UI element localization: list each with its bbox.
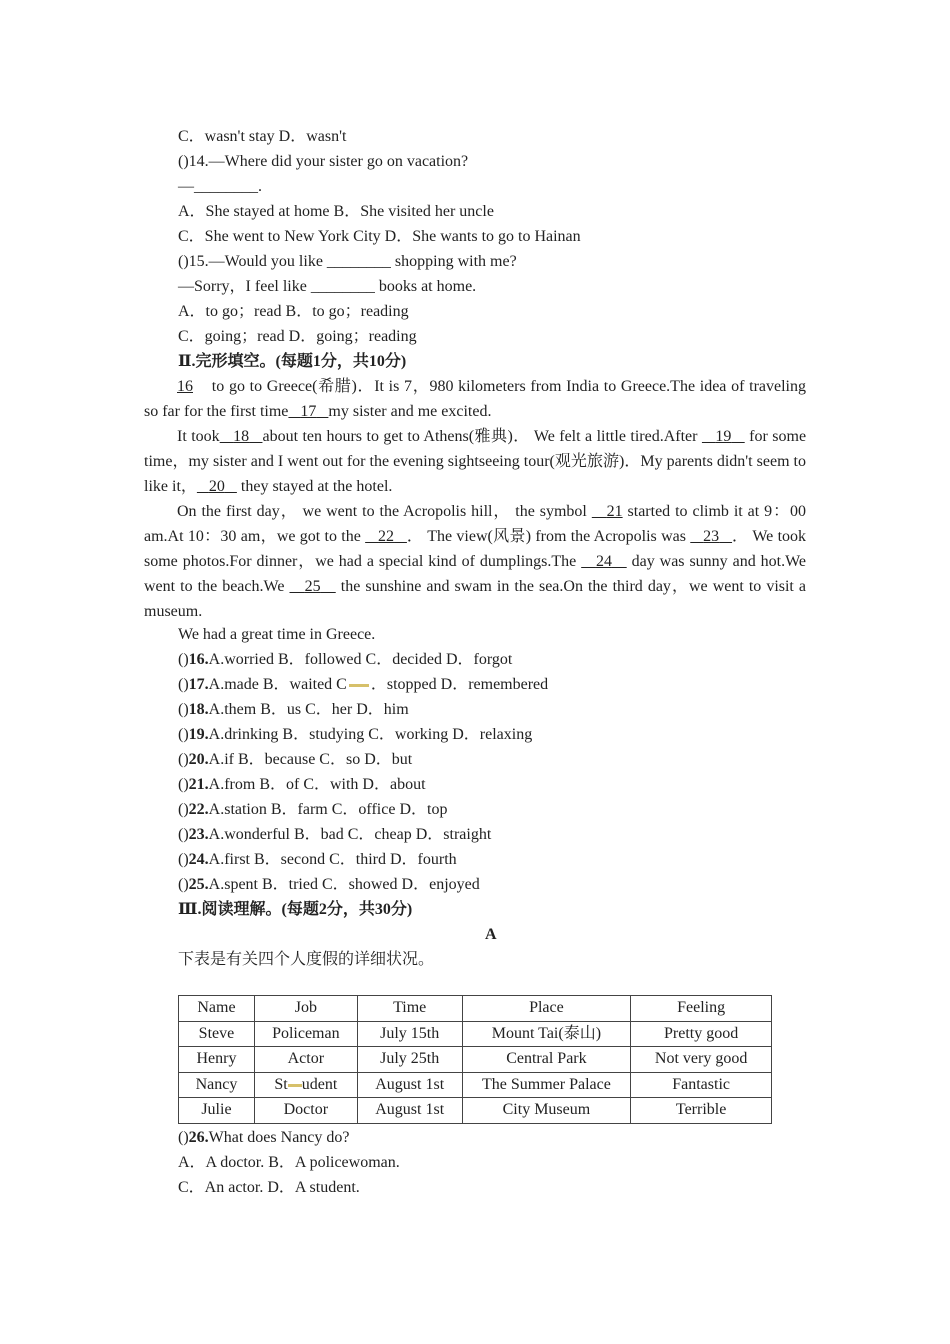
section-reading-title: Ⅲ.阅读理解。(每题2分，共30分) (178, 901, 413, 918)
blank-24 (581, 553, 627, 570)
table-header-cell: Feeling (631, 996, 772, 1022)
q14-stem-text: ()14.—Where did your sister go on vacation? (178, 153, 469, 170)
q15-options-cd: C．going；read D．going；reading (178, 328, 417, 345)
q26-prefix: () (178, 1129, 189, 1146)
cloze-question-19: ()19.A.drinking B．studying C．working D．relaxing (178, 726, 533, 743)
blank-22-num: 22 (378, 528, 395, 545)
table-cell: Terrible (631, 1098, 772, 1124)
q-options: A.drinking B．studying C．working D．relaxing (208, 726, 533, 743)
cloze-p3e: day was sunny and hot.We went to the beach.We (144, 553, 806, 595)
q26-options-ab: A．A doctor. B．A policewoman. (178, 1154, 400, 1171)
blank-21 (592, 503, 623, 520)
blank-20 (197, 478, 237, 495)
table-cell: Nancy (179, 1072, 255, 1098)
table-cell: Fantastic (631, 1072, 772, 1098)
blank-19-num: 19 (715, 428, 732, 445)
section-cloze-title: Ⅱ.完形填空。(每题1分，共10分) (178, 353, 407, 370)
q26-num: 26. (188, 1129, 209, 1146)
cloze-p3c: ． The view(风景) from the Acropolis was (406, 528, 691, 545)
cloze-p2a: It took (177, 428, 220, 445)
table-cell: July 15th (357, 1021, 462, 1047)
cloze-question-16: ()16.A.worried B．followed C．decided D．forgot (178, 651, 513, 668)
cloze-paragraph-2 (144, 424, 806, 499)
table-header-cell: Job (254, 996, 357, 1022)
q14-blank: —________. (178, 178, 262, 195)
cloze-question-18: ()18.A.them B．us C．her D．him (178, 701, 409, 718)
q13-options-cd: C．wasn't stay D．wasn't (178, 128, 347, 145)
cloze-question-23: ()23.A.wonderful B．bad C．cheap D．straight (178, 826, 492, 843)
table-cell: Steve (179, 1021, 255, 1047)
q-options-b: ．stopped D．remembered (370, 676, 549, 693)
cloze-question-24: ()24.A.first B．second C．third D．fourth (178, 851, 457, 868)
cloze-paragraph-3 (144, 499, 806, 624)
cloze-p2b: about ten hours to get to Athens(雅典)． We felt a little tired.After (262, 428, 702, 445)
table-cell: Mount Tai(泰山) (462, 1021, 631, 1047)
q15-stem: ()15.—Would you like ________ shopping with me? (178, 253, 517, 270)
table-cell: Doctor (254, 1098, 357, 1124)
highlight-mark (288, 1084, 302, 1087)
q-options: A.station B．farm C．office D．top (208, 801, 448, 818)
table-cell: July 25th (357, 1047, 462, 1073)
q14-stem (178, 152, 468, 172)
blank-23-num: 23 (703, 528, 720, 545)
table-cell: Julie (179, 1098, 255, 1124)
q-num: 20 (188, 751, 205, 768)
blank-24-num: 24 (595, 553, 612, 570)
q14-options-ab: A．She stayed at home B．She visited her uncle (178, 203, 494, 220)
blank-16: 16 (177, 378, 193, 395)
passage-letter: A (485, 926, 497, 943)
table-cell: The Summer Palace (462, 1072, 631, 1098)
cloze-p1b: my sister and me excited. (328, 403, 492, 420)
cell-text-part: St (274, 1075, 288, 1093)
q-options-a: A.made B．waited C (208, 676, 347, 693)
blank-18-num: 18 (233, 428, 250, 445)
cloze-question-20: ()20.A.if B．because C．so D．but (178, 751, 413, 768)
passage-intro: 下表是有关四个人度假的详细状况。 (178, 951, 435, 968)
cloze-question-17: ()17.A.made B．waited C ．stopped D．remembered (178, 676, 549, 693)
q-options: A.first B．second C．third D．fourth (208, 851, 457, 868)
blank-23 (690, 528, 732, 545)
blank-21-num: 21 (606, 503, 623, 520)
table-row (179, 1047, 772, 1073)
table-row (179, 1072, 772, 1098)
q26-stem (178, 1128, 350, 1148)
q-num: 21 (188, 776, 205, 793)
table-cell: Not very good (631, 1047, 772, 1073)
vacation-table (178, 995, 772, 1124)
table-cell: Actor (254, 1047, 357, 1073)
table-cell-student (254, 1072, 357, 1098)
q-num: 22 (188, 801, 205, 818)
q-options: A.from B．of C．with D．about (208, 776, 426, 793)
blank-19 (702, 428, 745, 445)
q26-text: What does Nancy do? (208, 1129, 350, 1146)
cloze-p3b: started to climb it at 9：00 am.At 10：30 am，we got to the (144, 503, 807, 545)
q26-options-cd: C．An actor. D．A student. (178, 1179, 360, 1196)
table-cell: August 1st (357, 1098, 462, 1124)
highlight-mark (349, 684, 369, 687)
cloze-question-25: ()25.A.spent B．tried C．showed D．enjoyed (178, 876, 480, 893)
blank-18 (220, 428, 263, 445)
q-num: 24 (188, 851, 205, 868)
table-header-cell: Place (462, 996, 631, 1022)
q-options: A.if B．because C．so D．but (208, 751, 413, 768)
table-cell: August 1st (357, 1072, 462, 1098)
q-num: 23 (188, 826, 205, 843)
q-options: A.spent B．tried C．showed D．enjoyed (208, 876, 480, 893)
q15-options-ab: A．to go；read B．to go；reading (178, 303, 409, 320)
cloze-p3f: the sunshine and swam in the sea.On the third day，we went to visit a museum. (144, 578, 807, 620)
cloze-p3d: ． We took some photos.For dinner，we had a special kind of dumplings.The (144, 528, 807, 570)
blank-20-num: 20 (208, 478, 225, 495)
cloze-paragraph-1 (144, 374, 806, 424)
blank-17-num: 17 (300, 403, 317, 420)
table-cell: Henry (179, 1047, 255, 1073)
cell-text-part: udent (301, 1075, 338, 1093)
cloze-question-22: ()22.A.station B．farm C．office D．top (178, 801, 448, 818)
table-row (179, 1098, 772, 1124)
blank-25-num: 25 (304, 578, 321, 595)
cloze-p3a: On the first day， we went to the Acropolis hill， the symbol (177, 503, 592, 520)
table-cell: City Museum (462, 1098, 631, 1124)
q-options: A.them B．us C．her D．him (208, 701, 409, 718)
q15-reply: —Sorry，I feel like ________ books at home. (178, 278, 477, 295)
table-cell: Policeman (254, 1021, 357, 1047)
table-header-cell: Name (179, 996, 255, 1022)
q-num: 17 (188, 676, 205, 693)
table-header-row (179, 996, 772, 1022)
table-cell: Pretty good (631, 1021, 772, 1047)
q-num: 19 (188, 726, 205, 743)
cloze-paragraph-4: We had a great time in Greece. (178, 626, 376, 643)
q14-options-cd: C．She went to New York City D．She wants to go to Hainan (178, 228, 581, 245)
table-row (179, 1021, 772, 1047)
table-header-cell: Time (357, 996, 462, 1022)
cloze-p2d: they stayed at the hotel. (236, 478, 393, 495)
blank-22 (365, 528, 407, 545)
q-options: A.wonderful B．bad C．cheap D．straight (208, 826, 492, 843)
cloze-p1a: to go to Greece(希腊)．It is 7，980 kilometers from India to Greece.The idea of traveling so far for the first time (144, 378, 806, 420)
blank-17 (288, 403, 328, 420)
q-num: 25 (188, 876, 205, 893)
q-num: 18 (188, 701, 205, 718)
q-options: A.worried B．followed C．decided D．forgot (208, 651, 513, 668)
cloze-p2c: for some time，my sister and I went out for the evening sightseeing tour(观光旅游)．My parents didn't seem to like it， (144, 428, 807, 495)
q-num: 16 (188, 651, 205, 668)
blank-25 (289, 578, 335, 595)
table-cell: Central Park (462, 1047, 631, 1073)
cloze-question-21: ()21.A.from B．of C．with D．about (178, 776, 426, 793)
